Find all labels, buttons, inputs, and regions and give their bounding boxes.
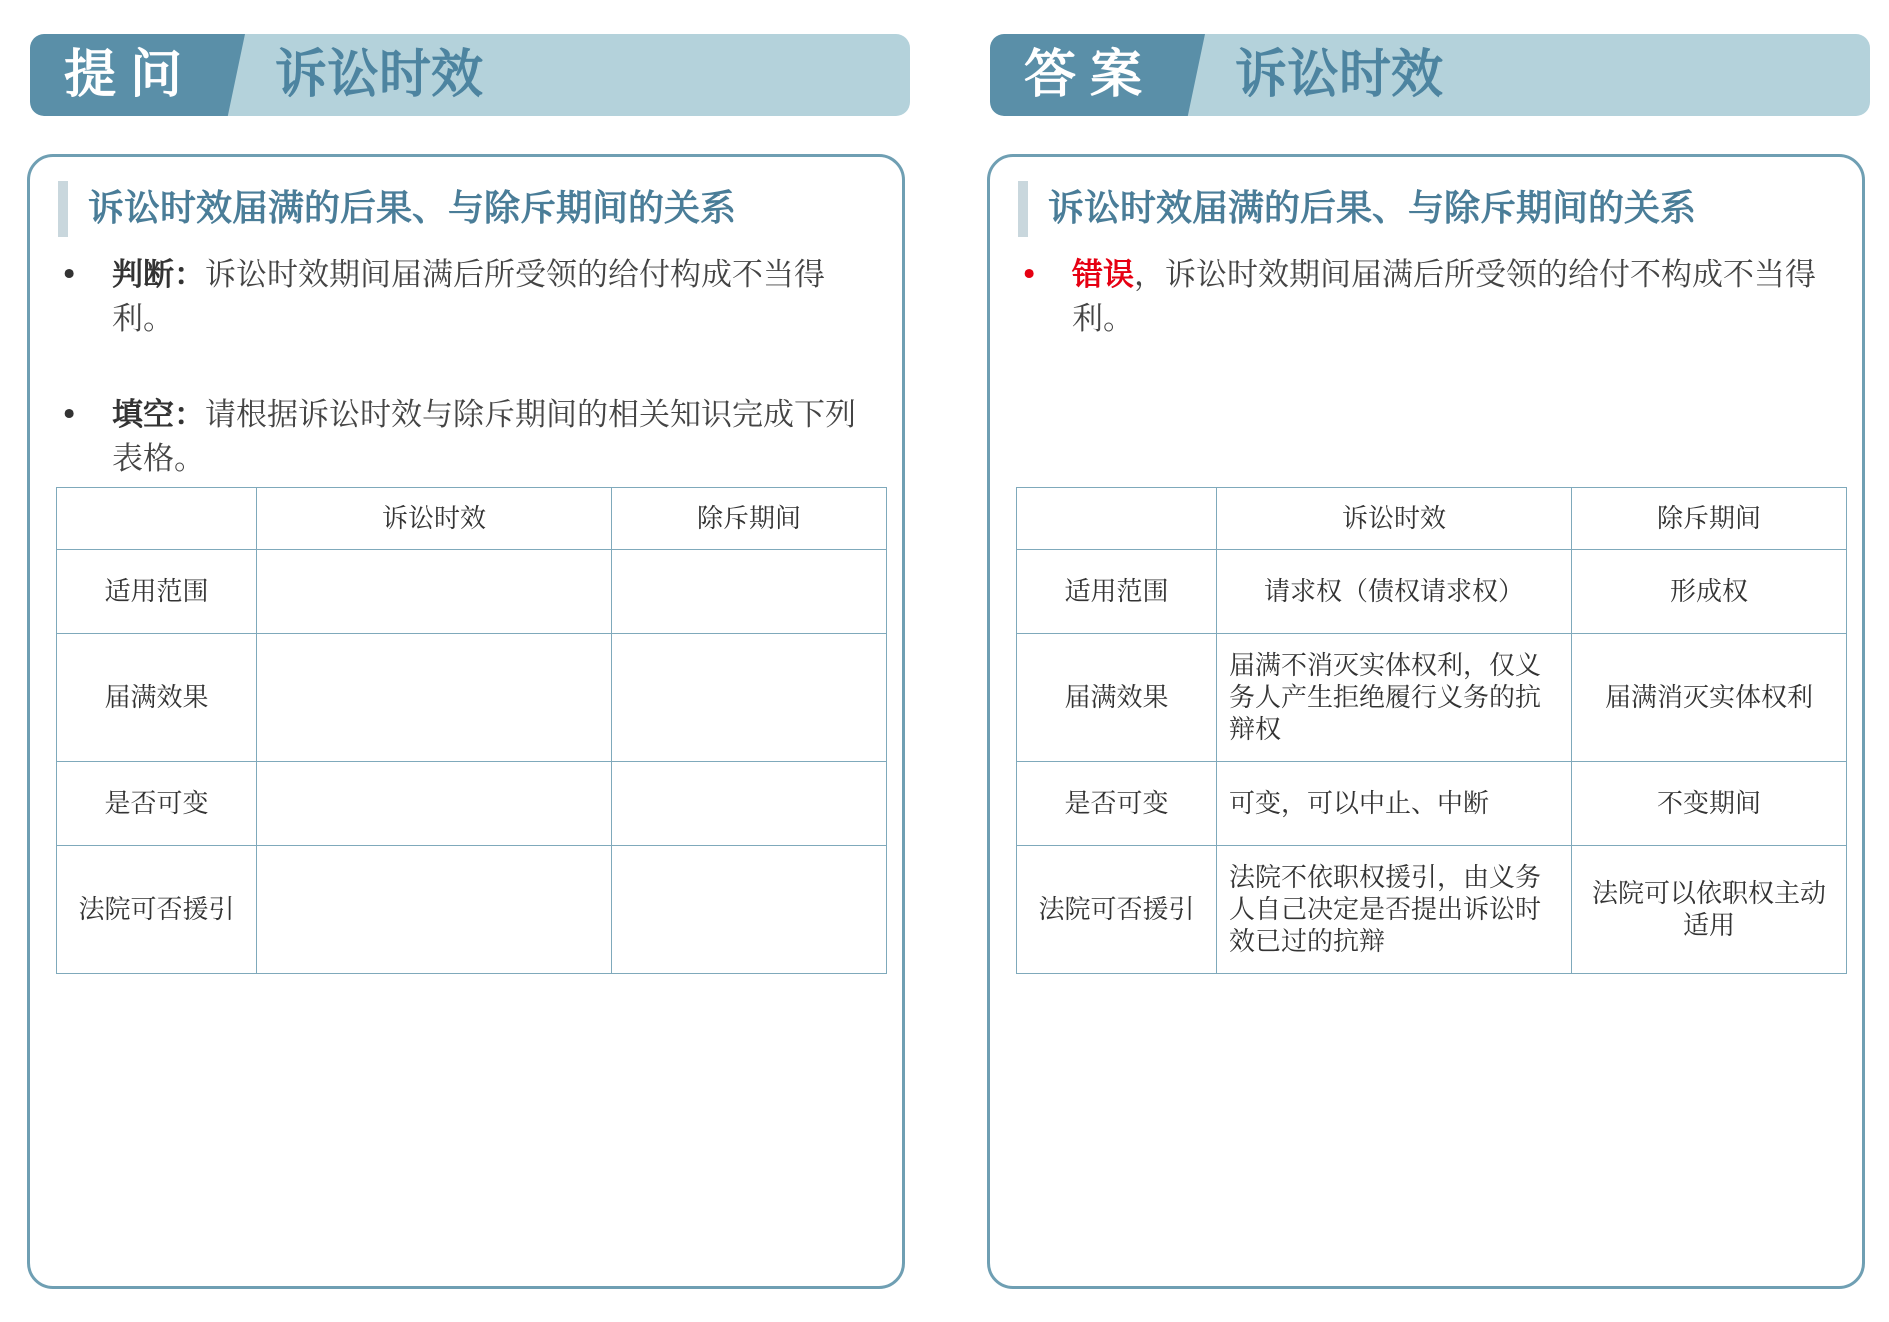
- question-section-title: 诉讼时效届满的后果、与除斥期间的关系: [58, 181, 736, 237]
- table-row: [1017, 846, 1847, 974]
- table-cell: 届满不消灭实体权利，仅义务人产生拒绝履行义务的抗辩权: [1217, 634, 1572, 762]
- row-label-cell: 法院可否援引: [57, 846, 257, 974]
- question-bullet-fill: [60, 393, 880, 481]
- table-header-cell: 诉讼时效: [257, 488, 612, 550]
- answer-bullet: [1020, 253, 1840, 341]
- table-header-row: [57, 488, 887, 550]
- table-cell: 法院不依职权援引，由义务人自己决定是否提出诉讼时效已过的抗辩: [1217, 846, 1572, 974]
- table-header-cell: 除斥期间: [1572, 488, 1847, 550]
- bullet-dot: •: [1020, 257, 1039, 293]
- table-cell: 法院可以依职权主动适用: [1572, 846, 1847, 974]
- bullet-dot: •: [60, 397, 79, 433]
- bullet-label: 填空：: [112, 397, 205, 433]
- table-row: [57, 846, 887, 974]
- bullet-text: 请根据诉讼时效与除斥期间的相关知识完成下列表格。: [112, 397, 856, 477]
- table-cell: 形成权: [1572, 550, 1847, 634]
- table-cell: [257, 550, 612, 634]
- question-header: [30, 34, 910, 116]
- answer-table: [1016, 487, 1847, 974]
- row-label-cell: 法院可否援引: [1017, 846, 1217, 974]
- answer-card: [987, 154, 1865, 1289]
- table-header-row: [1017, 488, 1847, 550]
- question-table: [56, 487, 887, 974]
- answer-tag-label: 答案: [1023, 45, 1156, 105]
- table-row: [57, 762, 887, 846]
- bullet-dot: •: [60, 257, 79, 293]
- table-cell: [612, 762, 887, 846]
- table-cell: 届满消灭实体权利: [1572, 634, 1847, 762]
- bullet-text: ，诉讼时效期间届满后所受领的给付不构成不当得利。: [1072, 257, 1816, 337]
- table-header-cell: 诉讼时效: [1217, 488, 1572, 550]
- table-row: [57, 550, 887, 634]
- answer-header-title: 诉讼时效: [1235, 45, 1444, 105]
- answer-verdict: 错误: [1072, 257, 1134, 293]
- table-row: [1017, 634, 1847, 762]
- table-cell: [257, 762, 612, 846]
- row-label-cell: 届满效果: [1017, 634, 1217, 762]
- row-label-cell: 是否可变: [57, 762, 257, 846]
- answer-section-title: 诉讼时效届满的后果、与除斥期间的关系: [1018, 181, 1696, 237]
- table-row: [1017, 762, 1847, 846]
- table-cell: 不变期间: [1572, 762, 1847, 846]
- question-tag-label: 提问: [63, 45, 196, 105]
- bullet-text: 诉讼时效期间届满后所受领的给付构成不当得利。: [112, 257, 825, 337]
- table-cell: [1017, 488, 1217, 550]
- table-cell: 请求权（债权请求权）: [1217, 550, 1572, 634]
- row-label-cell: 适用范围: [1017, 550, 1217, 634]
- answer-panel: [990, 0, 1870, 1322]
- question-panel: [30, 0, 910, 1322]
- table-cell: [612, 550, 887, 634]
- table-cell: [612, 634, 887, 762]
- table-cell: 可变，可以中止、中断: [1217, 762, 1572, 846]
- table-header-cell: 除斥期间: [612, 488, 887, 550]
- question-card: [27, 154, 905, 1289]
- row-label-cell: 适用范围: [57, 550, 257, 634]
- question-bullet-judge: [60, 253, 880, 341]
- row-label-cell: 是否可变: [1017, 762, 1217, 846]
- row-label-cell: 届满效果: [57, 634, 257, 762]
- table-cell: [57, 488, 257, 550]
- table-cell: [257, 634, 612, 762]
- table-row: [1017, 550, 1847, 634]
- table-row: [57, 634, 887, 762]
- table-cell: [257, 846, 612, 974]
- table-cell: [612, 846, 887, 974]
- answer-header: [990, 34, 1870, 116]
- bullet-label: 判断：: [112, 257, 205, 293]
- question-header-title: 诉讼时效: [275, 45, 484, 105]
